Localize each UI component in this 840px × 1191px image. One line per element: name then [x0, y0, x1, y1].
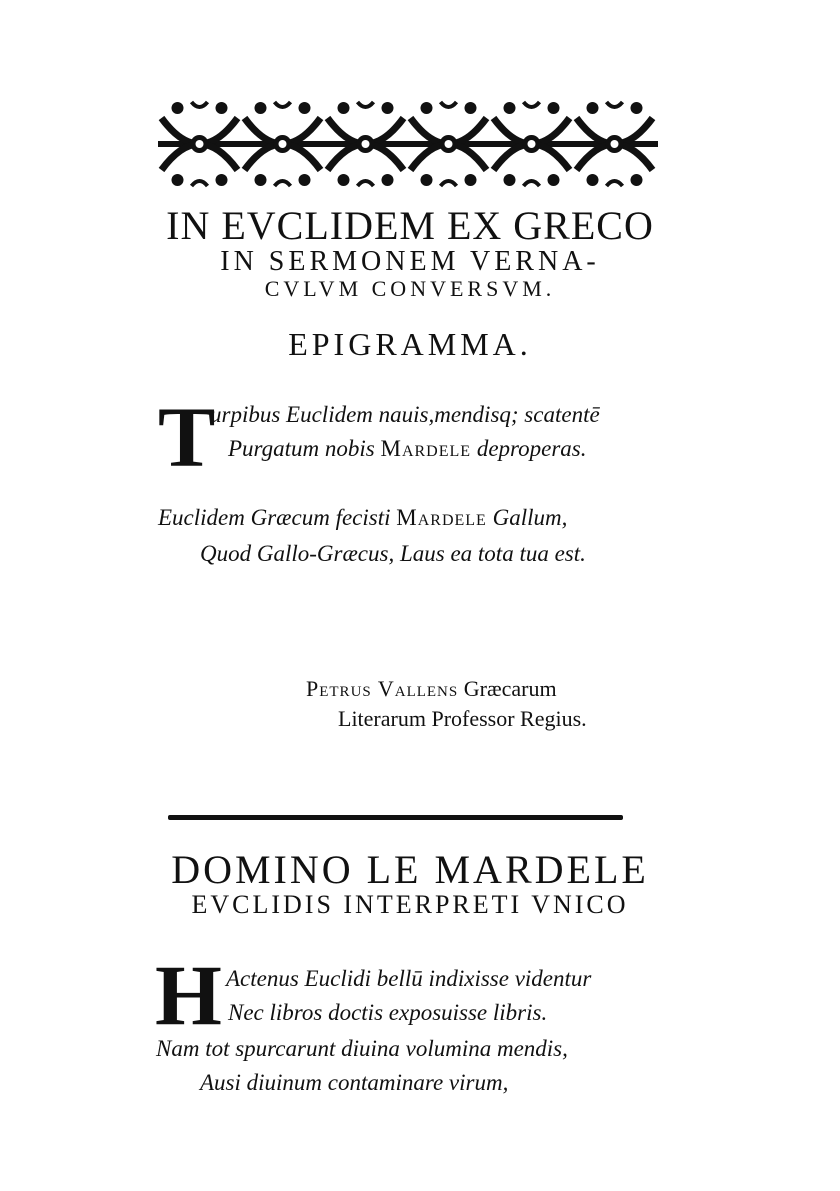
epigram-heading: EPIGRAMMA.	[288, 326, 532, 362]
verse-2-name: Mardele	[380, 436, 472, 461]
epigram-verse-2	[228, 436, 586, 462]
title-line-2: IN SERMONEM VERNA-	[220, 246, 600, 277]
signature-title-a: Græcarum	[458, 676, 557, 701]
epigram-verse-3	[158, 505, 567, 531]
dedication-title-2: EVCLIDIS INTERPRETI VNICO	[191, 890, 629, 919]
verse-3-name: Mardele	[396, 505, 487, 530]
dedication-dropcap: H	[155, 947, 222, 1043]
verse-3-text-a: Euclidem Græcum fecisti	[158, 505, 397, 530]
verse-2-text-a: Purgatum nobis	[228, 436, 381, 461]
ornament-band	[158, 141, 658, 147]
signature-line-1	[306, 676, 557, 702]
headpiece-ornament	[158, 98, 658, 190]
title-line-1: IN EVCLIDEM EX GRECO	[166, 203, 654, 248]
dedication-verse-3: Nam tot spurcarunt diuina volumina mendis,	[156, 1036, 568, 1061]
title-line-3: CVLVM CONVERSVM.	[264, 276, 556, 301]
verse-3-text-b: Gallum,	[486, 505, 568, 530]
section-divider	[168, 815, 623, 820]
signature-line-2: Literarum Professor Regius.	[338, 706, 587, 731]
dedication-verse-4: Ausi diuinum contaminare virum,	[200, 1070, 509, 1095]
epigram-verse-1: urpibus Euclidem nauis,mendisq; scatentē	[210, 402, 600, 427]
epigram-verse-4: Quod Gallo-Græcus, Laus ea tota tua est.	[200, 541, 586, 566]
signature-name: Petrus Vallens	[306, 676, 459, 701]
dedication-title-1: DOMINO LE MARDELE	[171, 847, 649, 892]
dedication-verse-1: Actenus Euclidi bellū indixisse videntur	[226, 966, 592, 991]
verse-2-text-b: deproperas.	[471, 436, 587, 461]
epigram-dropcap: T	[158, 389, 216, 485]
dedication-verse-2: Nec libros doctis exposuisse libris.	[228, 1000, 548, 1025]
